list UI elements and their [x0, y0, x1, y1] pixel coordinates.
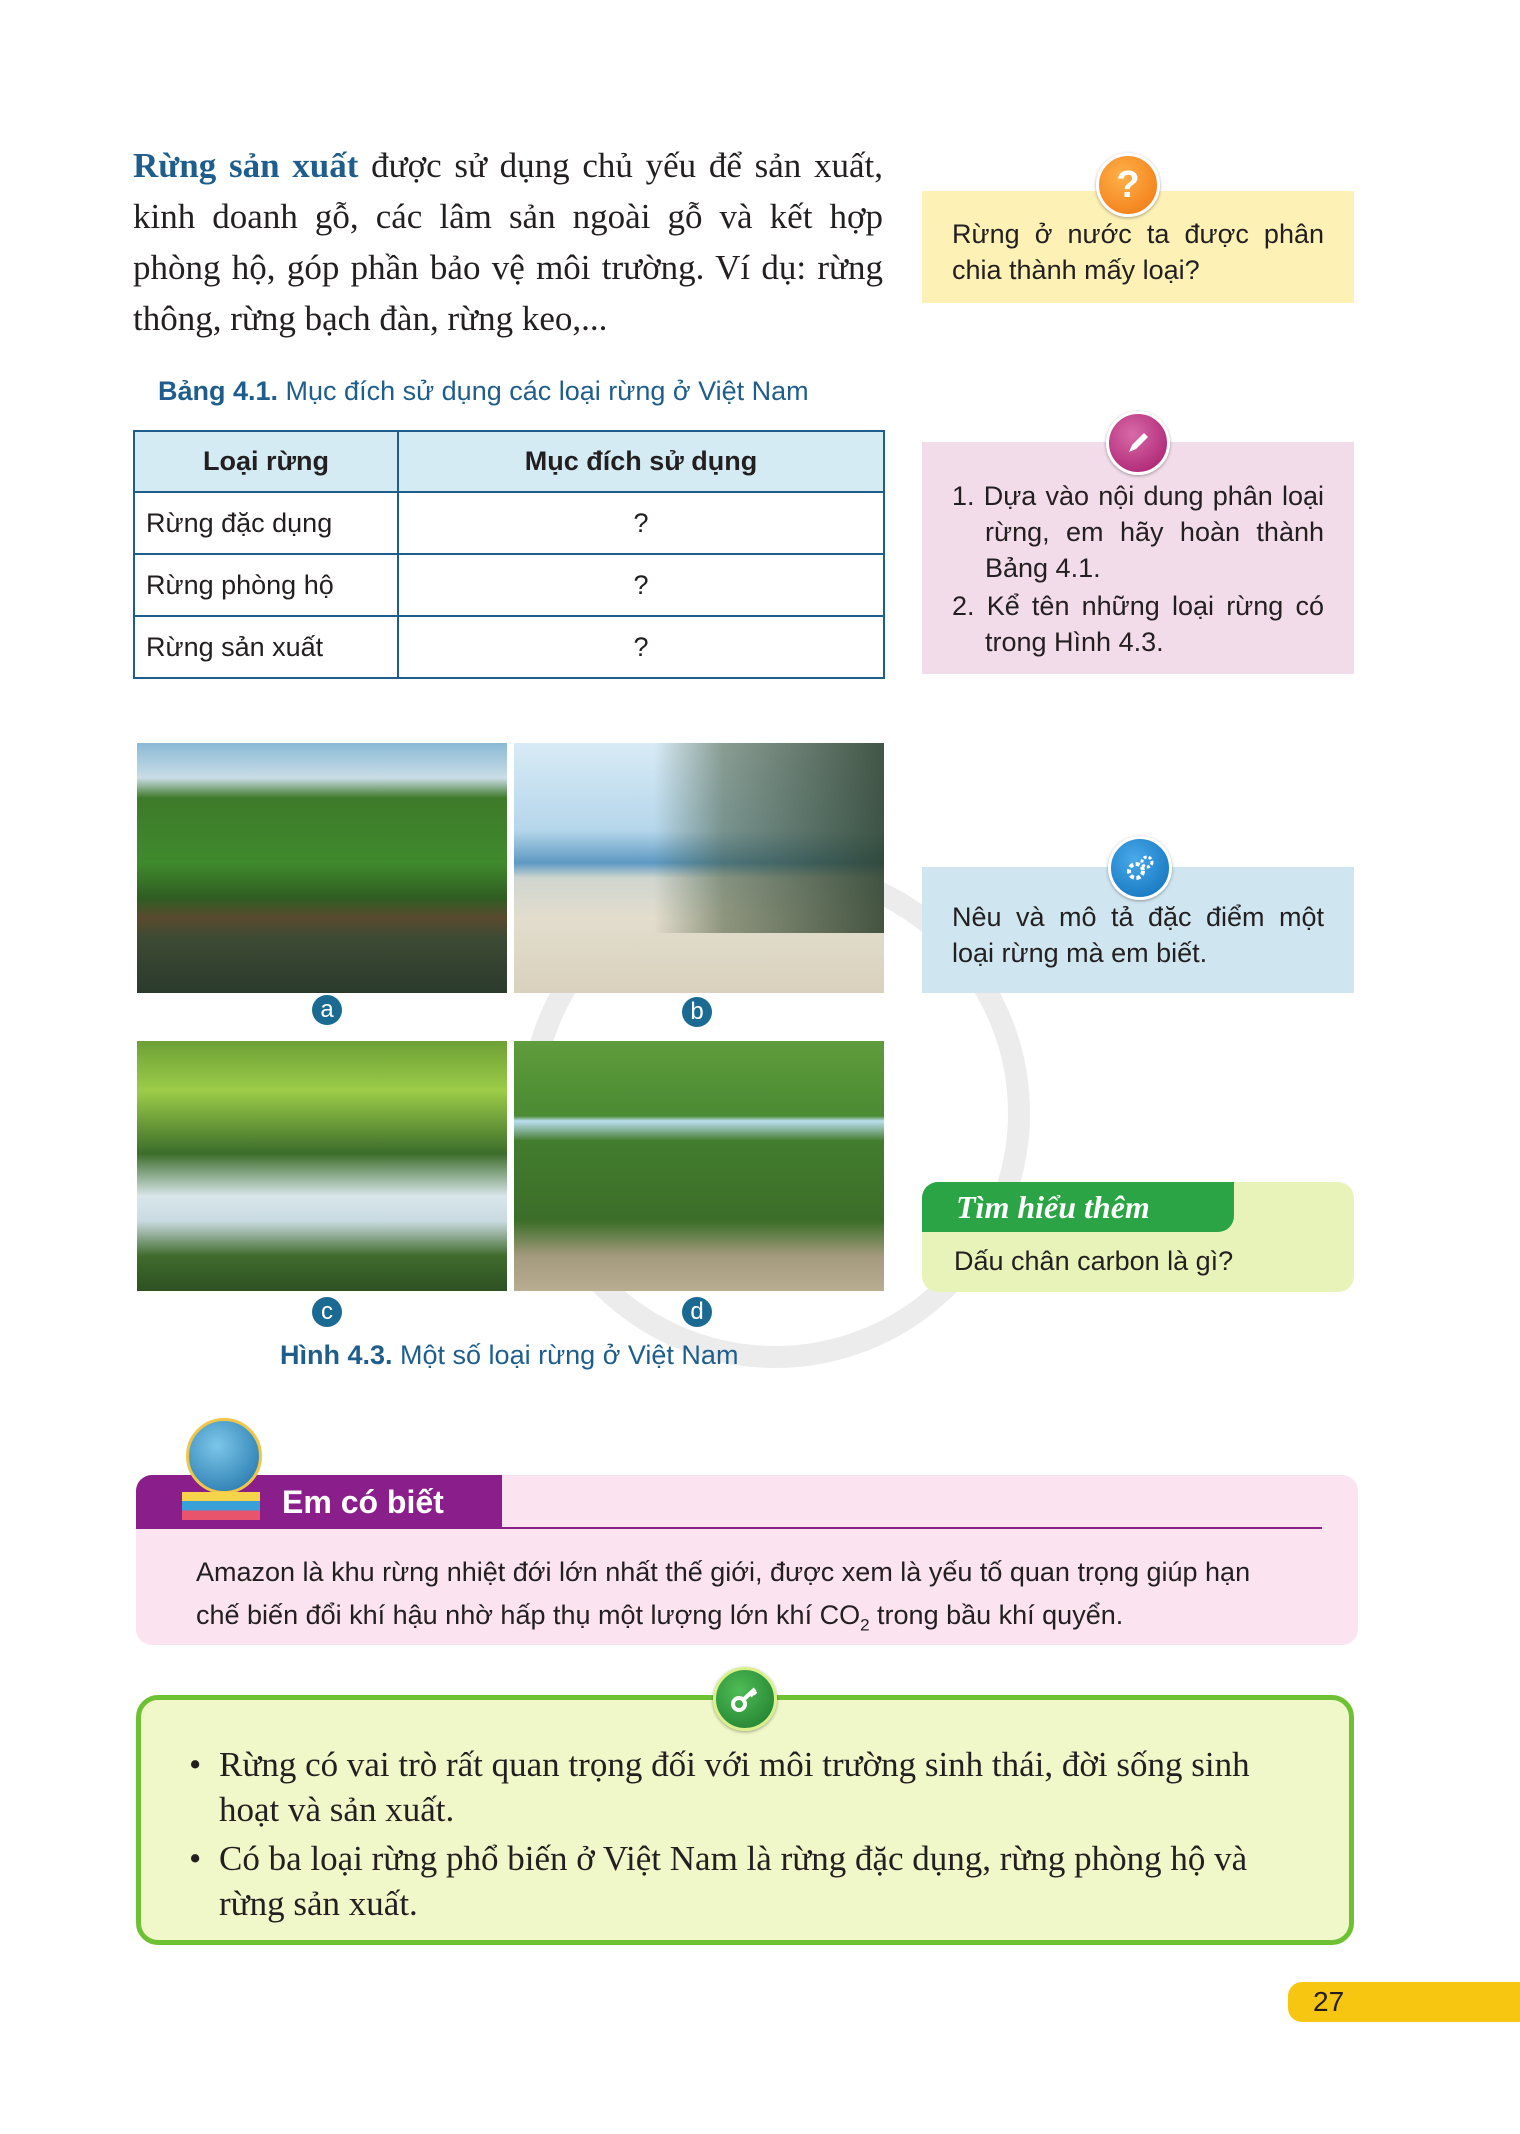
- learn-more-title: Tìm hiểu thêm: [922, 1182, 1234, 1232]
- intro-term: Rừng sản xuất: [133, 146, 359, 185]
- did-you-know-text-before: Amazon là khu rừng nhiệt đới lớn nhất thế giới, được xem là yếu tố quan trọng giúp hạn chế biến đổi khí hậu nhờ hấp thụ một lượng lớn khí CO: [196, 1557, 1251, 1630]
- table-row: [134, 616, 884, 678]
- forest-purpose-table: [133, 430, 885, 679]
- photo-mangrove-forest: [137, 743, 507, 993]
- globe-icon: [186, 1418, 262, 1494]
- table-cell: Rừng đặc dụng: [134, 492, 398, 554]
- photo-trees-overlay: [654, 743, 884, 933]
- table-cell: Rừng sản xuất: [134, 616, 398, 678]
- task-list: [952, 478, 1324, 662]
- table-cell: Rừng phòng hộ: [134, 554, 398, 616]
- learn-more-text: Dấu chân carbon là gì?: [954, 1246, 1234, 1276]
- did-you-know-subscript: 2: [860, 1615, 870, 1635]
- pen-icon: [1106, 411, 1170, 475]
- learn-more-box: [922, 1182, 1354, 1292]
- photo-label-a: a: [312, 995, 342, 1025]
- table-row: [134, 492, 884, 554]
- did-you-know-box: [136, 1475, 1358, 1645]
- table-caption-text: Mục đích sử dụng các loại rừng ở Việt Nam: [278, 376, 809, 406]
- photo-label-c: c: [312, 1297, 342, 1327]
- table-cell: ?: [398, 616, 884, 678]
- summary-box: [136, 1695, 1354, 1945]
- key-icon-glyph: [728, 1682, 762, 1716]
- intro-paragraph: [133, 140, 883, 344]
- summary-item: • Rừng có vai trò rất quan trọng đối với môi trường sinh thái, đời sống sinh hoạt và sản xuất.: [189, 1742, 1301, 1832]
- intro-text: được sử dụng chủ yếu để sản xuất, kinh doanh gỗ, các lâm sản ngoài gỗ và kết hợp phòng hộ, góp phần bảo vệ môi trường. Ví dụ: rừng thông, rừng bạch đàn, rừng keo,...: [133, 146, 883, 338]
- question-text: Rừng ở nước ta được phân chia thành mấy loại?: [952, 219, 1324, 285]
- task-item: 2. Kể tên những loại rừng có trong Hình 4.3.: [952, 591, 1324, 657]
- table-caption-label: Bảng 4.1.: [158, 376, 279, 406]
- figure-caption-label: Hình 4.3.: [280, 1340, 393, 1370]
- gear-icon: [1108, 836, 1172, 900]
- question-icon: ?: [1096, 153, 1160, 217]
- pen-icon-glyph: [1123, 428, 1153, 458]
- summary-item: • Có ba loại rừng phổ biến ở Việt Nam là rừng đặc dụng, rừng phòng hộ và rừng sản xuất.: [189, 1836, 1301, 1926]
- books-icon: [182, 1492, 260, 1520]
- apply-text: Nêu và mô tả đặc điểm một loại rừng mà em biết.: [952, 902, 1324, 968]
- table-header: Mục đích sử dụng: [398, 431, 884, 492]
- did-you-know-text: [196, 1551, 1298, 1646]
- table-caption: [158, 376, 809, 407]
- summary-list: [189, 1742, 1301, 1930]
- did-you-know-text-after: trong bầu khí quyển.: [869, 1600, 1124, 1630]
- did-you-know-title: Em có biết: [136, 1475, 502, 1529]
- table-header-row: [134, 431, 884, 492]
- table-cell: ?: [398, 492, 884, 554]
- photo-coastal-forest: [514, 743, 884, 993]
- photo-plantation-forest: [514, 1041, 884, 1291]
- table-header: Loại rừng: [134, 431, 398, 492]
- task-item: 1. Dựa vào nội dung phân loại rừng, em hãy hoàn thành Bảng 4.1.: [952, 481, 1324, 583]
- figure-caption: [280, 1340, 738, 1371]
- page-number: 27: [1288, 1982, 1520, 2022]
- figure-caption-text: Một số loại rừng ở Việt Nam: [392, 1340, 739, 1370]
- photo-label-d: d: [682, 1297, 712, 1327]
- did-you-know-divider: [502, 1527, 1322, 1529]
- table-cell: ?: [398, 554, 884, 616]
- photo-stream-forest: [137, 1041, 507, 1291]
- table-row: [134, 554, 884, 616]
- task-box: [922, 442, 1354, 674]
- key-icon: [713, 1667, 777, 1731]
- gear-icon-glyph: [1124, 852, 1156, 884]
- photo-label-b: b: [682, 997, 712, 1027]
